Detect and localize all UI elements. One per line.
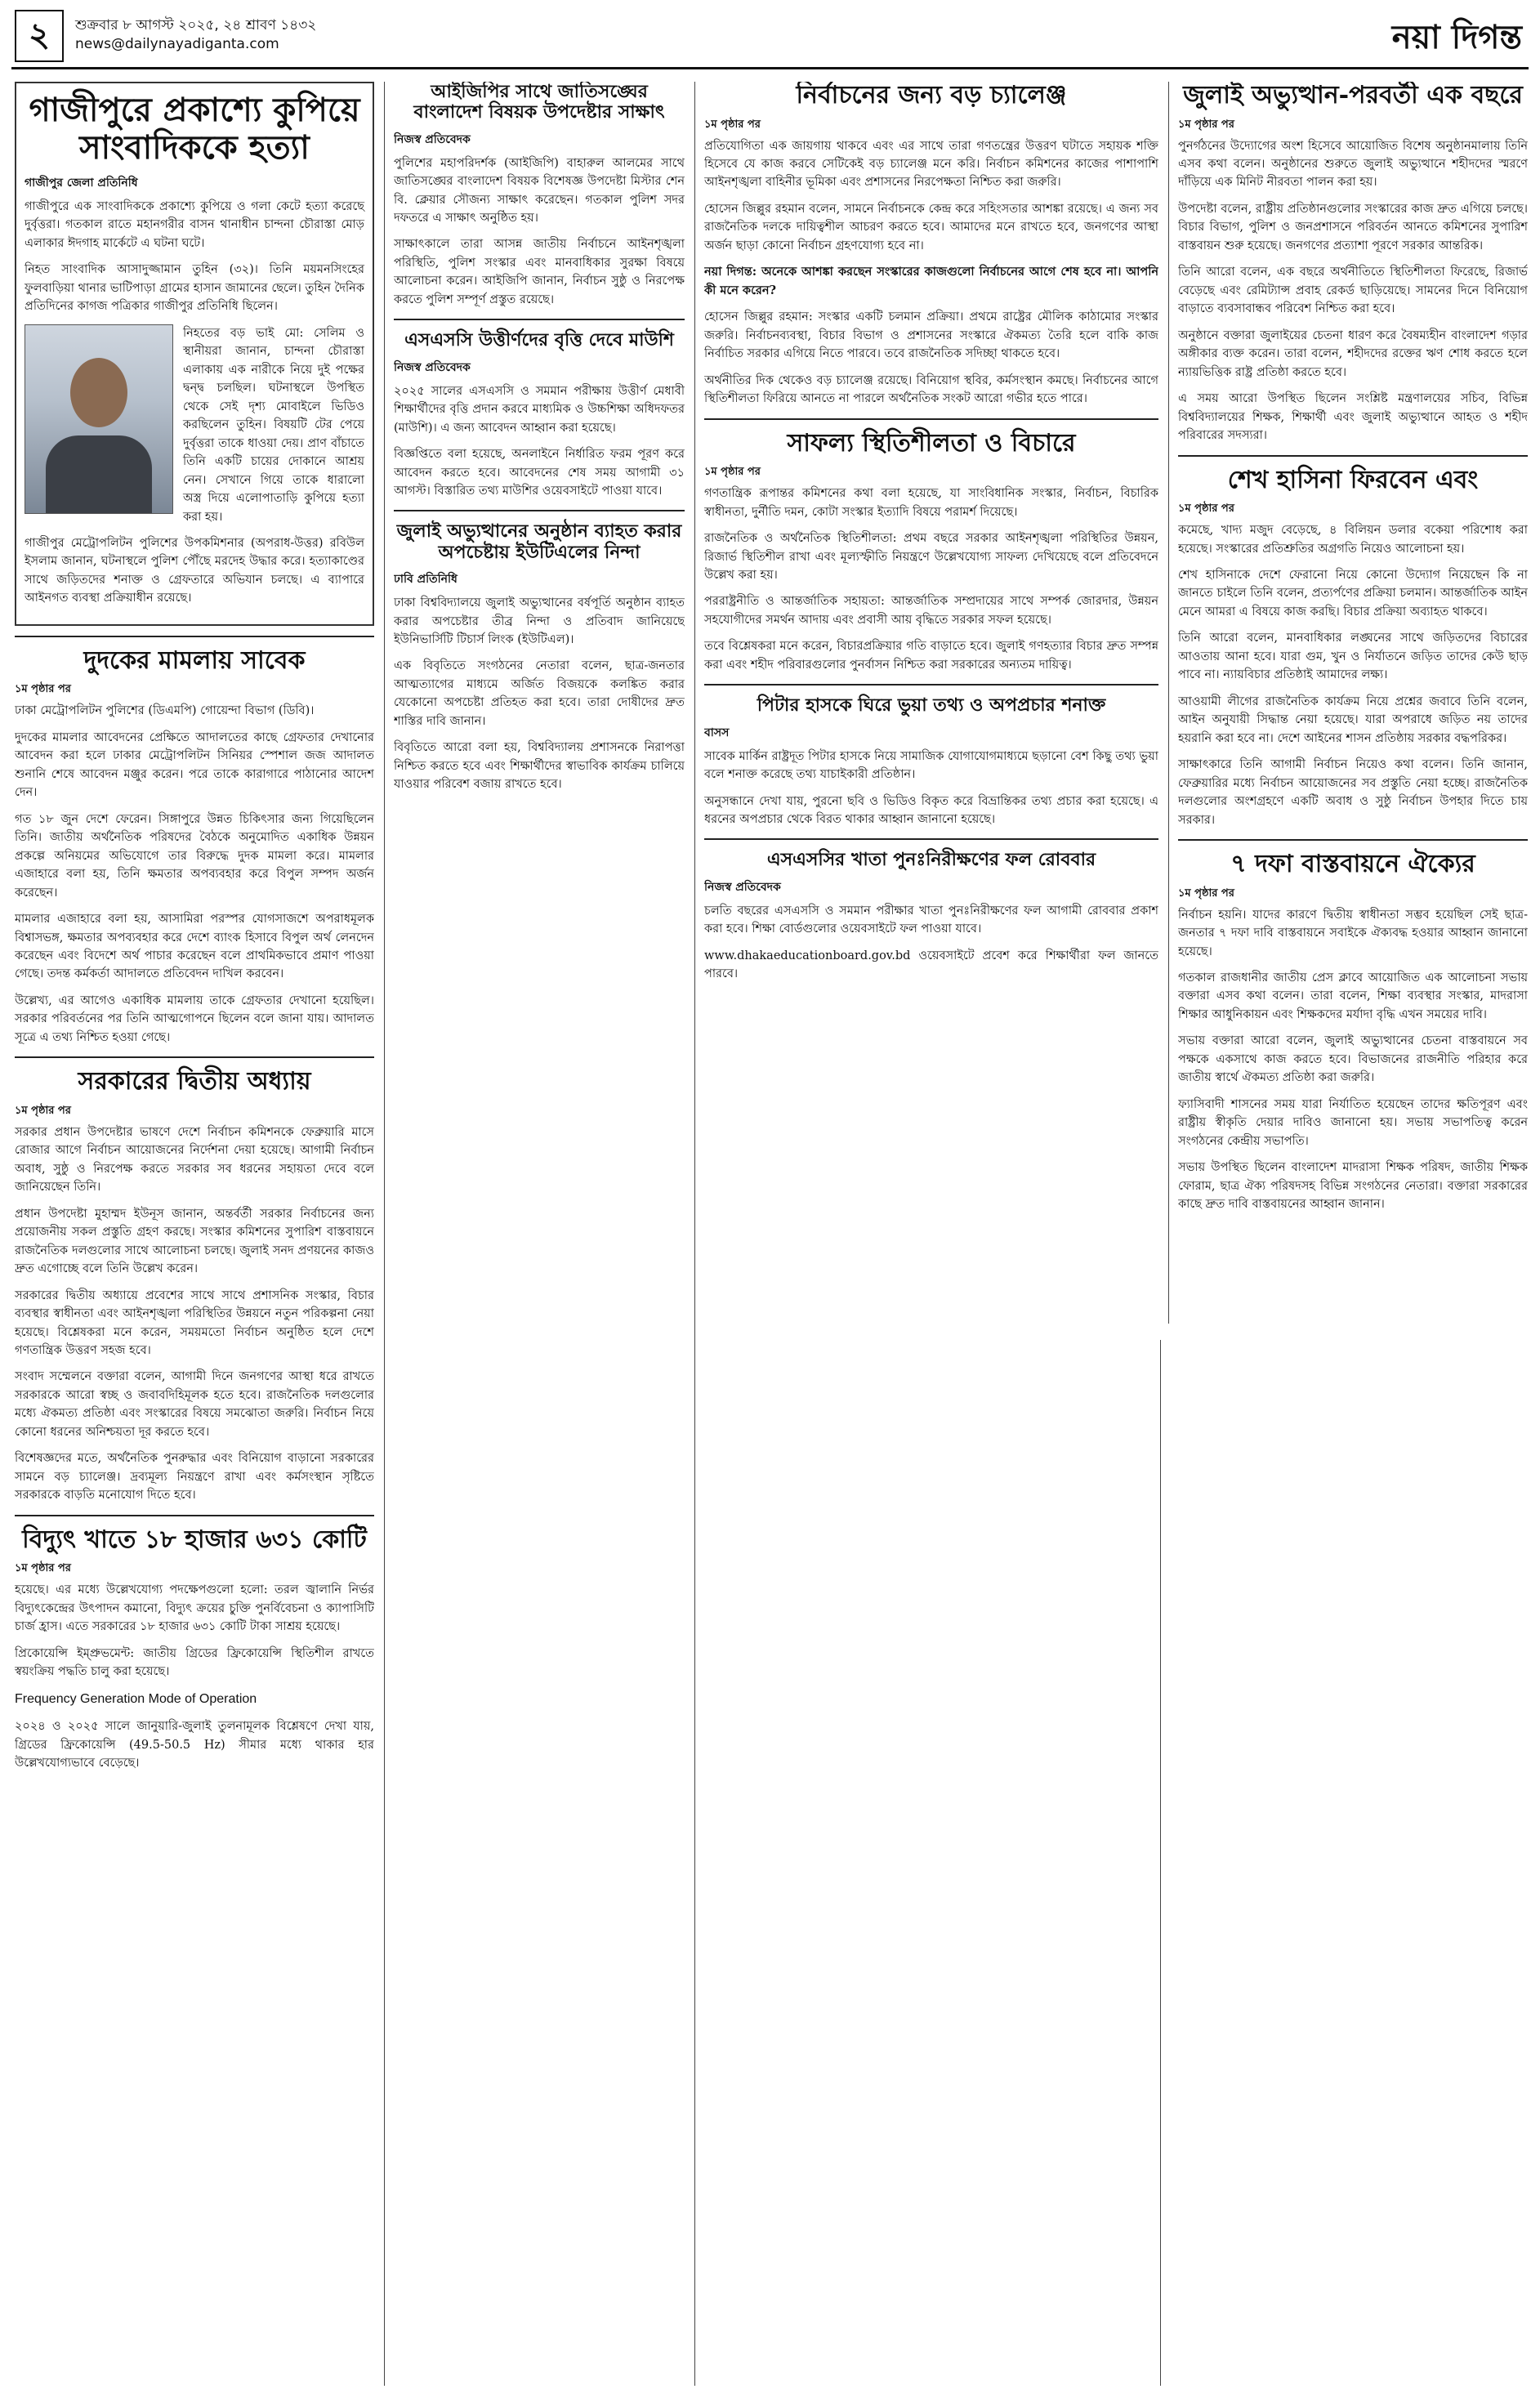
body-text: গতকাল রাজধানীর জাতীয় প্রেস ক্লাবে আয়োজিত এক আলোচনা সভায় বক্তারা এসব কথা বলেন। তারা বলেন, শিক্ষা ব্যবস্থার সংস্কার, মাদরাসা শিক্ষার আধুনিকায়ন এবং শিক্ষকদের মর্যাদা বৃদ্ধি এখন সময়ের দাবি।: [1178, 971, 1528, 1021]
byline: গাজীপুর জেলা প্রতিনিধি: [25, 176, 138, 190]
page-number: ২: [15, 10, 64, 62]
body-text: তিনি আরো বলেন, এক বছরে অর্থনীতিতে স্থিতিশীলতা ফিরেছে, রিজার্ভ বেড়েছে এবং রেমিট্যান্স প্রবাহ রেকর্ড ছাড়িয়েছে। সামনের দিনে বিনিয়োগ বাড়াতে ব্যবসাবান্ধব পরিবেশ নিশ্চিত করা হবে।: [1178, 266, 1528, 316]
headline: নির্বাচনের জন্য বড় চ্যালেঞ্জ: [796, 82, 1067, 109]
body-text: সাক্ষাৎকালে তারা আসন্ন জাতীয় নির্বাচনে আইনশৃঙ্খলা পরিস্থিতি, পুলিশ সংস্কার এবং মানবাধিকার সুরক্ষা বিষয়ে আলোচনা করেন। আইজিপি জানান, নির্বাচন সুষ্ঠু ও নিরপেক্ষ করতে পুলিশ সম্পূর্ণ প্রস্তুত রয়েছে।: [394, 238, 685, 306]
article-seven-point-unity: [1178, 851, 1528, 1214]
column-divider: [1168, 82, 1169, 1324]
continued-marker: ১ম পৃষ্ঠার পর: [704, 466, 761, 479]
continued-marker: ১ম পৃষ্ঠার পর: [15, 1562, 71, 1575]
body-text: তবে বিশ্লেষকরা মনে করেন, বিচারপ্রক্রিয়ার গতি বাড়াতে হবে। জুলাই গণহত্যার বিচার দ্রুত সম্পন্ন করা এবং শহীদ পরিবারগুলোর পুনর্বাসন নিশ্চিত করা সরকারের অন্যতম দায়িত্ব।: [704, 640, 1158, 672]
body-text: এক বিবৃতিতে সংগঠনের নেতারা বলেন, ছাত্র-জনতার আত্মত্যাগের মাধ্যমে অর্জিত বিজয়কে কলঙ্কিত করার যেকোনো অপচেষ্টা প্রতিহত করা হবে। তারা দোষীদের দ্রুত শাস্তির দাবি জানান।: [394, 659, 685, 728]
body-text: সরকারের দ্বিতীয় অধ্যায়ে প্রবেশের সাথে সাথে প্রশাসনিক সংস্কার, বিচার ব্যবস্থার স্বাধীনতা এবং আইনশৃঙ্খলা পরিস্থিতির উন্নয়নে নতুন পরিকল্পনা নেয়া হয়েছে। বিশ্লেষকরা মনে করেন, সময়মতো নির্বাচন অনুষ্ঠিত হলে দেশে গণতান্ত্রিক উত্তরণ সহজ হবে।: [15, 1288, 374, 1357]
body-text: পররাষ্ট্রনীতি ও আন্তর্জাতিক সহায়তা: আন্তর্জাতিক সম্প্রদায়ের সাথে সম্পর্ক জোরদার, উন্নয়ন সহযোগীদের সমর্থন আদায় এবং প্রবাসী আয় বৃদ্ধিতে সরকার সফল হয়েছে।: [704, 595, 1158, 627]
body-text: অনুষ্ঠানে বক্তারা জুলাইয়ের চেতনা ধারণ করে বৈষম্যহীন বাংলাদেশ গড়ার অঙ্গীকার ব্যক্ত করেন। তারা বলেন, শহীদদের রক্তের ঋণ শোধ করতে হলে ন্যায়ভিত্তিক রাষ্ট্র প্রতিষ্ঠা করতে হবে।: [1178, 328, 1528, 379]
column-divider: [1160, 1340, 1161, 2386]
body-text: অর্থনীতির দিক থেকেও বড় চ্যালেঞ্জ রয়েছে। বিনিয়োগ স্থবির, কর্মসংস্থান কমছে। নির্বাচনের আগে স্থিতিশীলতা ফিরিয়ে আনতে না পারলে অর্থনৈতিক সংকট আরো গভীর হতে পারে।: [704, 373, 1158, 406]
body-text: হয়েছে। এর মধ্যে উল্লেখযোগ্য পদক্ষেপগুলো হলো: তরল জ্বালানি নির্ভর বিদ্যুৎকেন্দ্রের উৎপাদন কমানো, বিদ্যুৎ ক্রয়ের চুক্তি পুনর্বিবেচনা ও ক্যাপাসিটি চার্জ হ্রাস। এতে সরকারের ১৮ হাজার ৬৩১ কোটি টাকা সাশ্রয় হয়েছে।: [15, 1583, 374, 1634]
body-text: ২০২৫ সালের এসএসসি ও সমমান পরীক্ষায় উত্তীর্ণ মেধাবী শিক্ষার্থীদের বৃত্তি প্রদান করবে মাধ্যমিক ও উচ্চশিক্ষা অধিদফতর (মাউশি)। এ জন্য আবেদন আহ্বান করা হয়েছে।: [394, 384, 685, 435]
body-text: সরকার প্রধান উপদেষ্টার ভাষণে দেশে নির্বাচন কমিশনকে ফেব্রুয়ারি মাসে রোজার আগে নির্বাচন আয়োজনের নির্দেশনা দেয়া হয়েছে। আগামী নির্বাচন অবাধ, সুষ্ঠু ও নিরপেক্ষ করতে সরকার সব ধরনের সহায়তা দেবে বলে জানিয়েছেন তিনি।: [15, 1125, 374, 1195]
body-text: আওয়ামী লীগের রাজনৈতিক কার্যক্রম নিয়ে প্রশ্নের জবাবে তিনি বলেন, আইন অনুযায়ী সিদ্ধান্ত নেয়া হয়েছে। যারা অপরাধে জড়িত নয় তাদের হয়রানি করা হবে না। দেশে আইনের শাসন প্রতিষ্ঠায় সরকার বদ্ধপরিকর।: [1178, 694, 1528, 745]
divider: [15, 1056, 374, 1058]
article-power-sector: [15, 1526, 374, 1773]
headline: সাফল্য স্থিতিশীলতা ও বিচারে: [787, 428, 1076, 458]
article-ssc-scholarship: [394, 330, 685, 500]
body-text: কমেছে, খাদ্য মজুদ বেড়েছে, ৪ বিলিয়ন ডলার বকেয়া পরিশোধ করা হয়েছে। সংস্কারের প্রতিশ্রুতির অগ্রগতি নিয়েও আলোচনা হয়।: [1178, 524, 1528, 556]
victim-photo: [25, 324, 173, 514]
headline: জুলাই অভ্যুত্থানের অনুষ্ঠান ব্যাহত করার অপচেষ্টায় ইউটিএলের নিন্দা: [396, 520, 682, 563]
body-text: প্রতিযোগিতা এক জায়গায় থাকবে এবং এর সাথে তারা গণতন্ত্রের উত্তরণ ঘটাতে সহায়ক শক্তি হিসেবে যে কাজ করবে সেটিকেই বড় চ্যালেঞ্জ মনে করি। নির্বাচন কমিশনের কাজের পাশাপাশি আইনশৃঙ্খলা বাহিনীর ভূমিকা এবং প্রশাসনের নিরপেক্ষতা নিশ্চিত করা জরুরি।: [704, 139, 1158, 190]
column-right: [1178, 82, 1528, 2386]
headline: সরকারের দ্বিতীয় অধ্যায়: [78, 1067, 311, 1096]
article-ssc-recheck: [704, 850, 1158, 983]
column-left: [15, 82, 374, 2386]
article-peter-haas: [704, 695, 1158, 828]
divider: [15, 1515, 374, 1516]
body-text: ঢাকা বিশ্ববিদ্যালয়ে জুলাই অভ্যুত্থানের বর্ষপূর্তি অনুষ্ঠান ব্যাহত করার অপচেষ্টার তীব্র নিন্দা ও প্রতিবাদ জানিয়েছে ইউনিভার্সিটি টিচার্স লিংক (ইউটিএল)।: [394, 596, 685, 646]
body-text: সাবেক মার্কিন রাষ্ট্রদূত পিটার হাসকে নিয়ে সামাজিক যোগাযোগমাধ্যমে ছড়ানো বেশ কিছু তথ্য ভুয়া বলে শনাক্ত করেছে তথ্য যাচাইকারী প্রতিষ্ঠান।: [704, 749, 1158, 782]
body-text: ঢাকা মেট্রোপলিটন পুলিশের (ডিএমপি) গোয়েন্দা বিভাগ (ডিবি)।: [15, 704, 315, 718]
body-text: উপদেষ্টা বলেন, রাষ্ট্রীয় প্রতিষ্ঠানগুলোর সংস্কারের কাজ দ্রুত এগিয়ে চলছে। বিচার বিভাগ, পুলিশ ও জনপ্রশাসনে পরিবর্তন আনতে কমিশনের সুপারিশ বাস্তবায়ন শুরু হয়েছে। জনগণের প্রত্যাশা পূরণে সরকার আন্তরিক।: [1178, 202, 1528, 252]
divider: [1178, 455, 1528, 457]
body-text: রাজনৈতিক ও অর্থনৈতিক স্থিতিশীলতা: প্রথম বছরে সরকার আইনশৃঙ্খলা পরিস্থিতির উন্নয়ন, রিজার্ভ স্থিতিশীল রাখা এবং মূল্যস্ফীতি নিয়ন্ত্রণে উল্লেখযোগ্য সাফল্য দেখিয়েছে বলে প্রতিবেদনে উল্লেখ করা হয়।: [704, 532, 1158, 582]
body-text: দুদকের মামলার আবেদনের প্রেক্ষিতে আদালতের কাছে গ্রেফতার দেখানোর আবেদন করা হলে ঢাকার মেট্রোপলিটন সিনিয়র স্পেশাল জজ আদালত শুনানি শেষে আবেদন মঞ্জুর করেন। পরে তাকে কারাগারে পাঠানোর আদেশ দেন।: [15, 730, 374, 800]
continued-marker: ১ম পৃষ্ঠার পর: [15, 683, 71, 696]
headline: দুদকের মামলায় সাবেক: [83, 645, 306, 675]
column-divider: [384, 82, 385, 2386]
question-text: নয়া দিগন্ত: অনেকে আশঙ্কা করছেন সংস্কারের কাজগুলো নির্বাচনের আগে শেষ হবে না। আপনি কী মনে করেন?: [704, 265, 1158, 297]
body-text: নিহতের বড় ভাই মো: সেলিম ও স্থানীয়রা জানান, চান্দনা চৌরাস্তা এলাকায় এক নারীকে নিয়ে দুই পক্ষের দ্বন্দ্ব চলছিল। ঘটনাস্থলে উপস্থিত থেকে সেই দৃশ্য মোবাইলে ভিডিও করছিলেন তুহিন। বিষয়টি টের পেয়ে দুর্বৃত্তরা তাকে ধাওয়া দেয়। প্রাণ বাঁচাতে তিনি একটি চায়ের দোকানে আশ্রয় নেন। সেখানে গিয়ে তাকে ধারালো অস্ত্র দিয়ে এলোপাতাড়ি কুপিয়ে হত্যা করা হয়।: [183, 326, 364, 524]
body-text: ফ্যাসিবাদী শাসনের সময় যারা নির্যাতিত হয়েছেন তাদের ক্ষতিপূরণ এবং রাষ্ট্রীয় স্বীকৃতি দেয়ার দাবিও জানানো হয়। সভায় সভাপতিত্ব করেন সংগঠনের কেন্দ্রীয় সভাপতি।: [1178, 1097, 1528, 1148]
body-text: শেখ হাসিনাকে দেশে ফেরানো নিয়ে কোনো উদ্যোগ নিয়েছেন কি না জানতে চাইলে তিনি বলেন, প্রত্যর্পণের প্রক্রিয়া চলমান। আন্তর্জাতিক আইন মেনে আমরা এ বিষয়ে কাজ করছি। বিচার প্রক্রিয়া অব্যাহত থাকবে।: [1178, 568, 1528, 618]
date-line: শুক্রবার ৮ আগস্ট ২০২৫, ২৪ শ্রাবণ ১৪৩২: [75, 17, 317, 33]
headline: পিটার হাসকে ঘিরে ভুয়া তথ্য ও অপপ্রচার শনাক্ত: [757, 694, 1106, 717]
body-text: গণতান্ত্রিক রূপান্তর কমিশনের কথা বলা হয়েছে, যা সাংবিধানিক সংস্কার, নির্বাচন, বিচারিক স্বাধীনতা, দুর্নীতি দমন, কোটা সংস্কার ইত্যাদি বিষয়ে পরামর্শ দিয়েছে।: [704, 487, 1158, 519]
article-utl-condemn: [394, 521, 685, 793]
column-second: [394, 82, 685, 2386]
byline: নিজস্ব প্রতিবেদক: [394, 360, 471, 374]
body-text: www.dhakaeducationboard.gov.bd ওয়েবসাইটে প্রবেশ করে শিক্ষার্থীরা ফল জানতে পারবে।: [704, 949, 1158, 981]
column-divider: [694, 82, 695, 2386]
body-text: পুনর্গঠনের উদ্যোগের অংশ হিসেবে আয়োজিত বিশেষ অনুষ্ঠানমালায় তিনি এসব কথা বলেন। অনুষ্ঠানের শুরুতে জুলাই অভ্যুত্থানে শহীদদের স্মরণে দাঁড়িয়ে এক মিনিট নীরবতা পালন করা হয়।: [1178, 139, 1528, 190]
body-text: সভায় বক্তারা আরো বলেন, জুলাই অভ্যুত্থানের চেতনা বাস্তবায়নে সব পক্ষকে একসাথে কাজ করতে হবে। বিভাজনের রাজনীতি পরিহার করে জাতীয় স্বার্থে ঐকমত্য প্রতিষ্ঠা করা জরুরি।: [1178, 1034, 1528, 1085]
headline: গাজীপুরে প্রকাশ্যে কুপিয়ে সাংবাদিককে হত্যা: [29, 91, 360, 167]
body-text: নির্বাচন হয়নি। যাদের কারণে দ্বিতীয় স্বাধীনতা সম্ভব হয়েছিল সেই ছাত্র-জনতার ৭ দফা দাবি বাস্তবায়নে সবাইকে ঐক্যবদ্ধ হওয়ার আহ্বান জানানো হয়েছে।: [1178, 908, 1528, 958]
article-igp-meeting: [394, 82, 685, 309]
headline: জুলাই অভ্যুত্থান-পরবর্তী এক বছরে: [1183, 82, 1523, 109]
headline: শেখ হাসিনা ফিরবেন এবং: [1227, 465, 1479, 494]
body-text: সভায় উপস্থিত ছিলেন বাংলাদেশ মাদরাসা শিক্ষক পরিষদ, জাতীয় শিক্ষক ফোরাম, ছাত্র ঐক্য পরিষদসহ বিভিন্ন সংগঠনের নেতারা। বক্তারা সরকারের কাছে দ্রুত দাবি বাস্তবায়নের আহ্বান জানান।: [1178, 1161, 1528, 1212]
body-text: পুলিশের মহাপরিদর্শক (আইজিপি) বাহারুল আলমের সাথে জাতিসঙ্ঘের বাংলাদেশ বিষয়ক বিশেষজ্ঞ উপদেষ্টা মিস্টার শেন বি. ক্লেয়ার সৌজন্য সাক্ষাৎ করেছেন। গতকাল পুলিশ সদর দফতরে এ সাক্ষাৎ অনুষ্ঠিত হয়।: [394, 156, 685, 225]
body-text: হোসেন জিল্লুর রহমান: সংস্কার একটি চলমান প্রক্রিয়া। প্রথমে রাষ্ট্রের মৌলিক কাঠামোর সংস্কার জরুরি। নির্বাচনব্যবস্থা, বিচার বিভাগ ও প্রশাসনের সংস্কারে ঐকমত্য তৈরি হলে বাকি কাজ নির্বাচিত সরকার এগিয়ে নিতে পারবে। তবে রাজনৈতিক সদিচ্ছা থাকতে হবে।: [704, 310, 1158, 361]
continued-marker: ১ম পৃষ্ঠার পর: [1178, 502, 1234, 516]
body-text: গত ১৮ জুন দেশে ফেরেন। সিঙ্গাপুরে উন্নত চিকিৎসার জন্য গিয়েছিলেন তিনি। জাতীয় অর্থনৈতিক পরিষদের বৈঠকে অনুমোদিত একাধিক উন্নয়ন প্রকল্পে অনিয়মের অভিযোগে তার বিরুদ্ধে দুদক মামলা করে। মামলার এজাহারে বলা হয়, তিনি ক্ষমতার অপব্যবহার করে বিপুল সম্পদ অর্জন করেছেন।: [15, 812, 374, 900]
body-text: মামলার এজাহারে বলা হয়, আসামিরা পরস্পর যোগসাজশে অপরাধমূলক বিশ্বাসভঙ্গ, ক্ষমতার অপব্যবহার করে দেশে ব্যাংক হিসাবে বিপুল অর্থ লেনদেন করেছেন এবং বিদেশে অর্থ পাচার করেছেন বলে প্রাথমিকভাবে প্রমাণ পাওয়া গেছে। তদন্ত কর্মকর্তা আদালতে প্রতিবেদন দাখিল করবেন।: [15, 913, 374, 981]
headline: আইজিপির সাথে জাতিসঙ্ঘের বাংলাদেশ বিষয়ক উপদেষ্টার সাক্ষাৎ: [413, 82, 665, 123]
continued-marker: ১ম পৃষ্ঠার পর: [1178, 118, 1234, 131]
divider: [1178, 839, 1528, 841]
newspaper-logo: নয়া দিগন্ত: [1391, 18, 1522, 56]
divider: [15, 636, 374, 637]
article-journalist-murder: [15, 82, 374, 626]
headline: এসএসসি উত্তীর্ণদের বৃত্তি দেবে মাউশি: [404, 329, 674, 351]
body-text: এ সময় আরো উপস্থিত ছিলেন সংশ্লিষ্ট মন্ত্রণালয়ের সচিব, বিভিন্ন বিশ্ববিদ্যালয়ের শিক্ষক, শিক্ষার্থী এবং জুলাই অভ্যুত্থানে আহত ও শহীদ পরিবারের সদস্যরা।: [1178, 392, 1528, 443]
body-text: চলতি বছরের এসএসসি ও সমমান পরীক্ষার খাতা পুনঃনিরীক্ষণের ফল আগামী রোববার প্রকাশ করা হবে। শিক্ষা বোর্ডগুলোর ওয়েবসাইটে ফল পাওয়া যাবে।: [704, 904, 1158, 936]
byline: বাসস: [704, 726, 730, 739]
article-success-stability: [704, 430, 1158, 675]
body-text: প্রিকোয়েন্সি ইম্প্রুভমেন্ট: জাতীয় গ্রিডের ফ্রিকোয়েন্সি স্থিতিশীল রাখতে স্বয়ংক্রিয় পদ্ধতি চালু করা হয়েছে।: [15, 1646, 374, 1679]
continued-marker: ১ম পৃষ্ঠার পর: [1178, 886, 1234, 900]
body-text: হোসেন জিল্লুর রহমান বলেন, সামনে নির্বাচনকে কেন্দ্র করে সহিংসতার আশঙ্কা রয়েছে। এ জন্য সব রাজনৈতিক দলকে দায়িত্বশীল আচরণ করতে হবে। আমাদের মনে রাখতে হবে, জনগণের আস্থা অর্জন ছাড়া কোনো নির্বাচন গ্রহণযোগ্য হবে না।: [704, 202, 1158, 252]
divider: [394, 319, 685, 320]
article-july-uprising: [1178, 82, 1528, 445]
body-text: বিবৃতিতে আরো বলা হয়, বিশ্ববিদ্যালয় প্রশাসনকে নিরাপত্তা নিশ্চিত করতে হবে এবং শিক্ষার্থীদের স্বাভাবিক কার্যক্রম চালিয়ে যাওয়ার পরিবেশ বজায় রাখতে হবে।: [394, 741, 685, 792]
body-text: বিশেষজ্ঞদের মতে, অর্থনৈতিক পুনরুদ্ধার এবং বিনিয়োগ বাড়ানো সরকারের সামনে বড় চ্যালেঞ্জ। দ্রব্যমূল্য নিয়ন্ত্রণে রাখা এবং কর্মসংস্থান সৃষ্টিতে সরকারকে বাড়তি মনোযোগ দিতে হবে।: [15, 1452, 374, 1503]
body-text: ২০২৪ ও ২০২৫ সালে জানুয়ারি-জুলাই তুলনামূলক বিশ্লেষণে দেখা যায়, গ্রিডের ফ্রিকোয়েন্সি (49.5-50.5 Hz) সীমার মধ্যে থাকার হার উল্লেখযোগ্যভাবে বেড়েছে।: [15, 1720, 374, 1771]
body-text: বিজ্ঞপ্তিতে বলা হয়েছে, অনলাইনে নির্ধারিত ফরম পূরণ করে আবেদন করতে হবে। আবেদনের শেষ সময় আগামী ৩১ আগস্ট। বিস্তারিত তথ্য মাউশির ওয়েবসাইটে পাওয়া যাবে।: [394, 448, 685, 498]
body-text: গাজীপুরে এক সাংবাদিককে প্রকাশ্যে কুপিয়ে ও গলা কেটে হত্যা করেছে দুর্বৃত্তরা। গতকাল রাতে মহানগরীর বাসন থানাধীন চান্দনা চৌরাস্তা মোড় এলাকার ঈদগাহ মার্কেটে এ ঘটনা ঘটে।: [25, 200, 364, 250]
body-text: সংবাদ সম্মেলনে বক্তারা বলেন, আগামী দিনে জনগণের আস্থা ধরে রাখতে সরকারকে আরো স্বচ্ছ ও জবাবদিহিমূলক হতে হবে। রাজনৈতিক দলগুলোর মধ্যে ঐকমত্য প্রতিষ্ঠা এবং সংস্কারের বিষয়ে সমঝোতা জরুরি। নির্বাচন নিয়ে কোনো ধরনের অনিশ্চয়তা দূর করতে হবে।: [15, 1370, 374, 1439]
continued-marker: ১ম পৃষ্ঠার পর: [15, 1104, 71, 1117]
body-text: প্রধান উপদেষ্টা মুহাম্মদ ইউনূস জানান, অন্তর্বর্তী সরকার নির্বাচনের জন্য প্রয়োজনীয় সকল প্রস্তুতি গ্রহণ করছে। সংস্কার কমিশনের সুপারিশ বাস্তবায়নে রাজনৈতিক দলগুলোর সাথে আলোচনা চলছে। জুলাই সনদ প্রণয়নের কাজও দ্রুত এগোচ্ছে বলে তিনি উল্লেখ করেন।: [15, 1207, 374, 1276]
article-sheikh-hasina: [1178, 467, 1528, 830]
page-header: [0, 0, 1540, 75]
body-text: অনুসন্ধানে দেখা যায়, পুরনো ছবি ও ভিডিও বিকৃত করে বিভ্রান্তিকর তথ্য প্রচার করা হয়েছে। এ ধরনের অপপ্রচার থেকে বিরত থাকার আহ্বান জানানো হয়েছে।: [704, 794, 1158, 827]
body-text: গাজীপুর মেট্রোপলিটন পুলিশের উপকমিশনার (অপরাধ-উত্তর) রবিউল ইসলাম জানান, ঘটনাস্থলে পুলিশ পৌঁছে মরদেহ উদ্ধার করে। হত্যাকাণ্ডের সাথে জড়িতদের শনাক্ত ও গ্রেফতারে অভিযান চলছে। এ ব্যাপারে আইনগত ব্যবস্থা প্রক্রিয়াধীন রয়েছে।: [25, 536, 364, 605]
byline: নিজস্ব প্রতিবেদক: [394, 132, 471, 146]
article-govt-second-chapter: [15, 1068, 374, 1504]
byline: নিজস্ব প্রতিবেদক: [704, 880, 781, 894]
divider: [704, 838, 1158, 840]
article-election-challenge: [704, 82, 1158, 409]
byline: ঢাবি প্রতিনিধি: [394, 573, 458, 587]
body-text: উল্লেখ্য, এর আগেও একাধিক মামলায় তাকে গ্রেফতার দেখানো হয়েছিল। সরকার পরিবর্তনের পর তিনি আত্মগোপনে ছিলেন বলে জানা যায়। আদালত সূত্রে এ তথ্য নিশ্চিত হওয়া গেছে।: [15, 994, 374, 1044]
column-third: [704, 82, 1158, 2386]
divider: [394, 510, 685, 511]
fgmo-term: Frequency Generation Mode of Operation: [15, 1691, 257, 1706]
email-address[interactable]: news@dailynayadiganta.com: [75, 36, 279, 52]
body-text: নিহত সাংবাদিক আসাদুজ্জামান তুহিন (৩২)। তিনি ময়মনসিংহের ফুলবাড়িয়া থানার ভাটিপাড়া গ্রামের হাসান জামানের ছেলে। তুহিন দৈনিক প্রতিদিনের কাগজ পত্রিকার গাজীপুর প্রতিনিধি ছিলেন।: [25, 263, 364, 314]
headline: ৭ দফা বাস্তবায়নে ঐক্যের: [1230, 850, 1475, 879]
article-acc-case: [15, 647, 374, 1047]
divider: [704, 684, 1158, 685]
headline: বিদ্যুৎ খাতে ১৮ হাজার ৬৩১ কোটি: [22, 1525, 367, 1554]
divider: [704, 418, 1158, 420]
body-text: তিনি আরো বলেন, মানবাধিকার লঙ্ঘনের সাথে জড়িতদের বিচারের আওতায় আনা হবে। যারা গুম, খুন ও নির্যাতনে জড়িত তাদের কেউ ছাড় পাবে না। ন্যায়বিচার প্রতিষ্ঠাই আমাদের লক্ষ্য।: [1178, 632, 1528, 682]
headline: এসএসসির খাতা পুনঃনিরীক্ষণের ফল রোববার: [766, 849, 1096, 871]
body-text: সাক্ষাৎকারে তিনি আগামী নির্বাচন নিয়েও কথা বলেন। তিনি জানান, ফেব্রুয়ারির মধ্যে নির্বাচন আয়োজনের সব প্রস্তুতি নেয়া হচ্ছে। রাজনৈতিক দলগুলোর অংশগ্রহণে একটি অবাধ ও সুষ্ঠু নির্বাচন উপহার দিতে চায় সরকার।: [1178, 758, 1528, 827]
continued-marker: ১ম পৃষ্ঠার পর: [704, 118, 761, 131]
header-rule: [11, 67, 1529, 69]
